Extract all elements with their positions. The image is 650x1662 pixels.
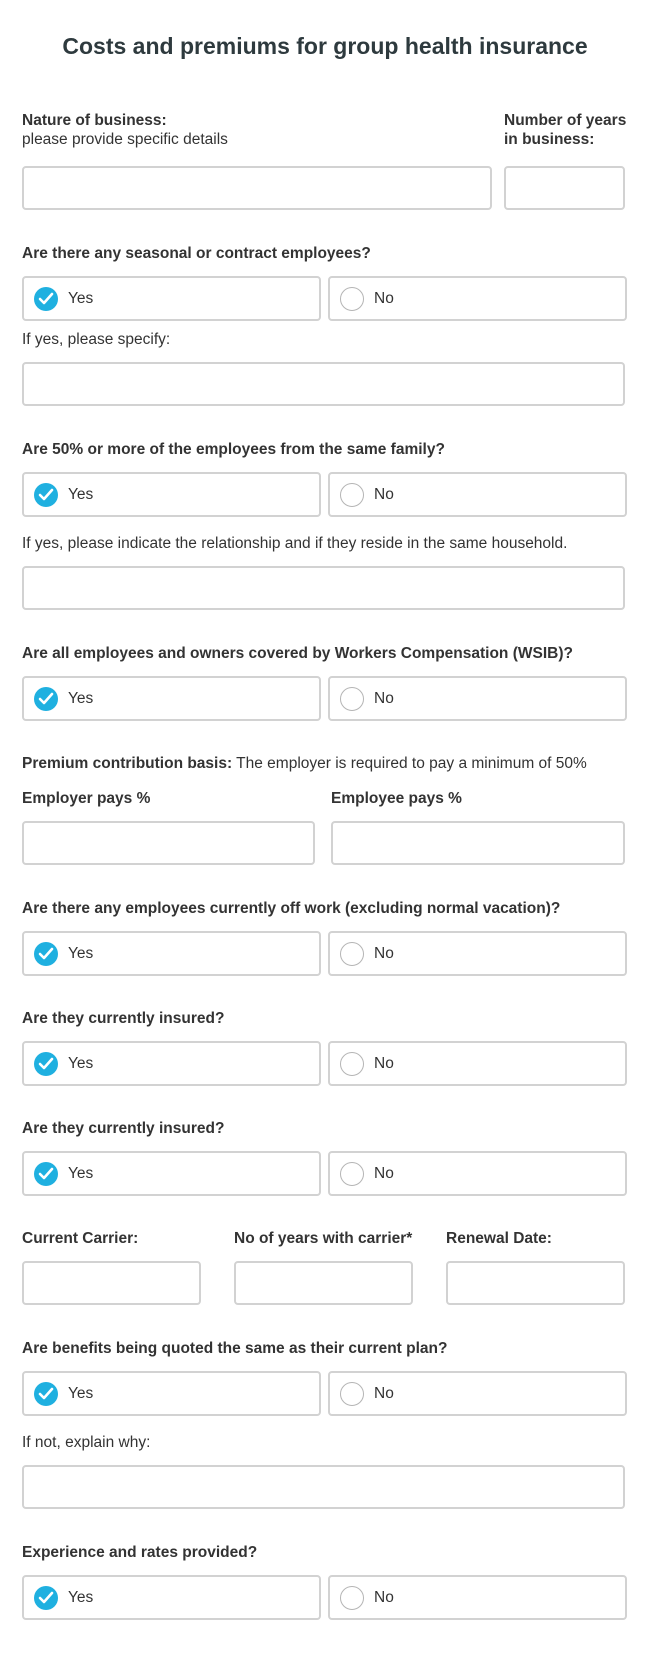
wsib-no-option[interactable] <box>328 676 627 721</box>
radio-empty-icon <box>340 1382 364 1406</box>
option-yes-label: Yes <box>68 1589 94 1606</box>
benefits-no-option[interactable] <box>328 1371 627 1416</box>
experience-question: Experience and rates provided? <box>22 1544 258 1561</box>
radio-empty-icon <box>340 287 364 311</box>
employer-pays-input[interactable] <box>22 821 315 865</box>
insured-question-1: Are they currently insured? <box>22 1010 225 1027</box>
offwork-question: Are there any employees currently off work (excluding normal vacation)? <box>22 900 561 917</box>
experience-no-option[interactable] <box>328 1575 627 1620</box>
checkmark-icon <box>34 1052 58 1076</box>
family-question: Are 50% or more of the employees from the same family? <box>22 441 445 458</box>
renewal-date-label: Renewal Date: <box>446 1230 552 1247</box>
option-yes-label: Yes <box>68 486 94 503</box>
insured-question-2: Are they currently insured? <box>22 1120 225 1137</box>
family-no-option[interactable] <box>328 472 627 517</box>
seasonal-no-option[interactable] <box>328 276 627 321</box>
benefits-followup-label: If not, explain why: <box>22 1434 151 1451</box>
insured-2-yes-option[interactable] <box>22 1151 321 1196</box>
nature-of-business-input[interactable] <box>22 166 492 210</box>
checkmark-icon <box>34 687 58 711</box>
offwork-yes-option[interactable] <box>22 931 321 976</box>
wsib-yes-option[interactable] <box>22 676 321 721</box>
option-no-label: No <box>374 1589 394 1606</box>
years-with-carrier-label: No of years with carrier* <box>234 1230 413 1247</box>
option-no-label: No <box>374 1165 394 1182</box>
wsib-question: Are all employees and owners covered by Workers Compensation (WSIB)? <box>22 645 573 662</box>
renewal-date-input[interactable] <box>446 1261 625 1305</box>
insured-1-yes-option[interactable] <box>22 1041 321 1086</box>
family-yes-option[interactable] <box>22 472 321 517</box>
option-yes-label: Yes <box>68 690 94 707</box>
years-in-business-input[interactable] <box>504 166 625 210</box>
page-title: Costs and premiums for group health insurance <box>62 33 588 59</box>
radio-empty-icon <box>340 1586 364 1610</box>
benefits-yes-option[interactable] <box>22 1371 321 1416</box>
radio-empty-icon <box>340 1162 364 1186</box>
checkmark-icon <box>34 1162 58 1186</box>
checkmark-icon <box>34 287 58 311</box>
option-no-label: No <box>374 1385 394 1402</box>
family-followup-label: If yes, please indicate the relationship and if they reside in the same household. <box>22 535 568 552</box>
seasonal-yes-option[interactable] <box>22 276 321 321</box>
option-no-label: No <box>374 290 394 307</box>
option-no-label: No <box>374 486 394 503</box>
years-with-carrier-input[interactable] <box>234 1261 413 1305</box>
experience-yes-option[interactable] <box>22 1575 321 1620</box>
radio-empty-icon <box>340 483 364 507</box>
current-carrier-label: Current Carrier: <box>22 1230 139 1247</box>
seasonal-followup-label: If yes, please specify: <box>22 331 171 348</box>
seasonal-question: Are there any seasonal or contract employees? <box>22 245 371 262</box>
benefits-explain-input[interactable] <box>22 1465 625 1509</box>
years-in-business-label-line2: in business: <box>504 131 595 148</box>
employer-pays-label: Employer pays % <box>22 790 151 807</box>
checkmark-icon <box>34 483 58 507</box>
option-yes-label: Yes <box>68 1165 94 1182</box>
option-yes-label: Yes <box>68 945 94 962</box>
insured-1-no-option[interactable] <box>328 1041 627 1086</box>
option-yes-label: Yes <box>68 290 94 307</box>
current-carrier-input[interactable] <box>22 1261 201 1305</box>
nature-of-business-label: Nature of business: <box>22 112 167 129</box>
option-yes-label: Yes <box>68 1055 94 1072</box>
years-in-business-label-line1: Number of years <box>504 112 627 129</box>
radio-empty-icon <box>340 1052 364 1076</box>
option-yes-label: Yes <box>68 1385 94 1402</box>
nature-of-business-hint: please provide specific details <box>22 131 228 148</box>
premium-basis-label: Premium contribution basis: <box>22 755 233 772</box>
seasonal-specify-input[interactable] <box>22 362 625 406</box>
option-no-label: No <box>374 1055 394 1072</box>
radio-empty-icon <box>340 942 364 966</box>
family-relationship-input[interactable] <box>22 566 625 610</box>
employee-pays-input[interactable] <box>331 821 625 865</box>
benefits-question: Are benefits being quoted the same as their current plan? <box>22 1340 448 1357</box>
checkmark-icon <box>34 1382 58 1406</box>
checkmark-icon <box>34 942 58 966</box>
premium-basis-text: The employer is required to pay a minimum of 50% <box>232 755 587 772</box>
employee-pays-label: Employee pays % <box>331 790 462 807</box>
option-no-label: No <box>374 690 394 707</box>
premium-basis-line <box>22 754 587 773</box>
radio-empty-icon <box>340 687 364 711</box>
option-no-label: No <box>374 945 394 962</box>
insured-2-no-option[interactable] <box>328 1151 627 1196</box>
offwork-no-option[interactable] <box>328 931 627 976</box>
checkmark-icon <box>34 1586 58 1610</box>
